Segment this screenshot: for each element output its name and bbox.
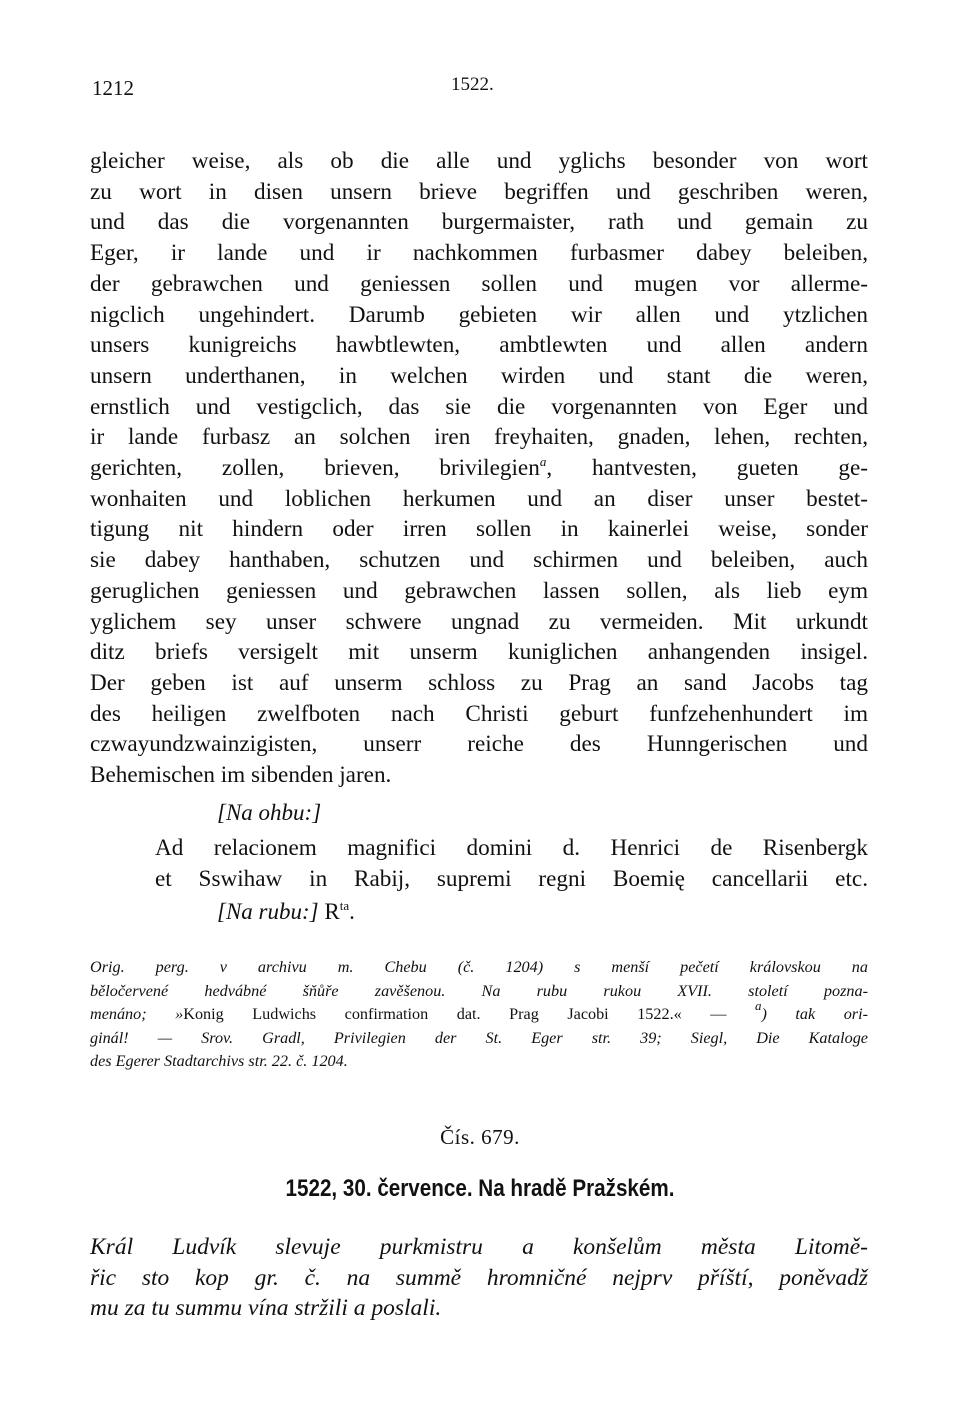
- text-line: des heiligen zwelfboten nach Christi geburt funfzehenhundert im: [90, 700, 868, 727]
- relacio-note: [155, 833, 868, 895]
- page-number: 1212: [92, 76, 134, 100]
- note-line: [90, 956, 868, 980]
- note-line: [90, 1050, 868, 1074]
- running-head-year: 1522.: [451, 74, 494, 95]
- note-line: [90, 980, 868, 1004]
- text-line: geruglichen geniessen und gebrawchen lassen sollen, als lieb eym: [90, 577, 868, 604]
- rubu-letter: R: [324, 899, 340, 924]
- rubu-value: [324, 899, 354, 924]
- note-dash: —: [681, 1005, 755, 1024]
- text-line: czwayundzwainzigisten, unserr reiche des Hunngerischen und: [90, 731, 868, 758]
- footnote-marker: a: [754, 998, 762, 1014]
- note-line: [90, 998, 868, 1027]
- text-line: ditz briefs versigelt mit unserm kuniglichen anhangenden insigel.: [90, 639, 868, 666]
- text-line: wonhaiten und loblichen herkumen und an diser unser bestet-: [90, 485, 868, 512]
- note-text: ) tak ori-: [761, 1005, 868, 1024]
- text-line: und das die vorgenannten burgermaister, rath und gemain zu: [90, 209, 868, 236]
- text-line: Behemischen im sibenden jaren.: [90, 762, 392, 789]
- text-line: nigclich ungehindert. Darumb gebieten wir allen und ytzlichen: [90, 301, 868, 328]
- note-quote: Konig Ludwichs confirmation dat. Prag Jacobi 1522.«: [183, 1005, 682, 1024]
- text-line: zu wort in disen unsern brieve begriffen und geschriben weren,: [90, 178, 868, 205]
- footnote-marker: a: [539, 454, 547, 470]
- document-date-heading: 1522, 30. července. Na hradě Pražském.: [285, 1175, 675, 1202]
- text-line: gleicher weise, als ob die alle und yglichs besonder von wort: [90, 148, 868, 174]
- editorial-notes: [90, 956, 868, 1074]
- text-line: ir lande furbasz an solchen iren freyhaiten, gnaden, lehen, rechten,: [90, 424, 868, 451]
- rubu-label: [Na rubu:]: [217, 899, 319, 924]
- text-line: der gebrawchen und geniessen sollen und mugen vor allerme-: [90, 270, 868, 297]
- rubu-superscript: ta: [339, 898, 350, 913]
- text-line: unsern underthanen, in welchen wirden und stant die weren,: [90, 362, 868, 389]
- text-line: tigung nit hindern oder irren sollen in kainerlei weise, sonder: [90, 516, 868, 543]
- text-line: unsers kunigreichs hawbtlewten, ambtlewten und allen andern: [90, 332, 868, 359]
- summary-line: mu za tu summu vína stržili a poslali.: [90, 1295, 442, 1321]
- note-text: běločervené hedvábné šňůře zavěšenou. Na rubu rukou XVII. století pozna-: [90, 981, 868, 1000]
- note-text: menáno; »: [90, 1005, 184, 1024]
- rubu-note: [217, 899, 355, 925]
- note-text: des Egerer Stadtarchivs str. 22. č. 1204.: [90, 1052, 348, 1071]
- ohbu-label: [Na ohbu:]: [217, 800, 322, 825]
- text-segment: , hantvesten, gueten ge-: [546, 455, 868, 482]
- rubu-period: .: [349, 899, 355, 924]
- summary-line: Král Ludvík slevuje purkmistru a konšelům města Litomě-: [90, 1234, 868, 1260]
- relacio-line: Ad relacionem magnifici domini d. Henrici de Risenbergk: [155, 835, 868, 861]
- text-segment: gerichten, zollen, brieven, brivilegien: [90, 455, 540, 482]
- text-line: ernstlich und vestigclich, das sie die vorgenannten von Eger und: [90, 393, 868, 420]
- page-header: [92, 76, 867, 110]
- text-line: yglichem sey unser schwere ungnad zu vermeiden. Mit urkundt: [90, 608, 868, 635]
- text-line: Eger, ir lande und ir nachkommen furbasmer dabey beleiben,: [90, 240, 868, 267]
- relacio-line: et Sswihaw in Rabij, supremi regni Boemię cancellarii etc.: [155, 866, 868, 892]
- text-line: Der geben ist auf unserm schloss zu Prag an sand Jacobs tag: [90, 669, 868, 696]
- summary-line: řic sto kop gr. č. na summě hromničné nejprv příští, poněvadž: [90, 1264, 868, 1291]
- charter-text: [90, 146, 868, 791]
- note-line: [90, 1027, 868, 1051]
- note-text: Orig. perg. v archivu m. Chebu (č. 1204) s menší pečetí královskou na: [90, 958, 868, 976]
- text-line: sie dabey hanthaben, schutzen und schirmen und beleiben, auch: [90, 547, 868, 574]
- note-text: ginál! — Srov. Gradl, Privilegien der St. Eger str. 39; Siegl, Die Kataloge: [90, 1028, 868, 1047]
- document-summary: [90, 1232, 868, 1324]
- document-number: Čís. 679.: [440, 1125, 520, 1149]
- text-line-with-footnote: [90, 453, 868, 484]
